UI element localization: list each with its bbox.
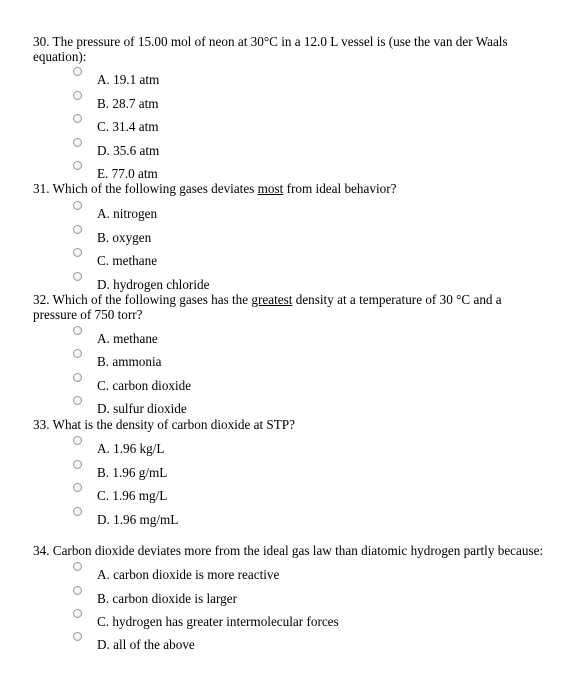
- option-label: C. methane: [97, 253, 158, 268]
- q30-option-b[interactable]: [73, 91, 553, 115]
- radio-button-icon[interactable]: [73, 373, 82, 382]
- radio-button-icon[interactable]: [73, 436, 82, 445]
- radio-button-icon[interactable]: [73, 161, 82, 170]
- question-33-text: 33. What is the density of carbon dioxide at STP?: [33, 417, 295, 432]
- option-label: B. 28.7 atm: [97, 96, 159, 111]
- option-label: A. 1.96 kg/L: [97, 441, 165, 456]
- radio-button-icon[interactable]: [73, 138, 82, 147]
- option-label: C. 31.4 atm: [97, 119, 159, 134]
- radio-button-icon[interactable]: [73, 349, 82, 358]
- q33-option-b[interactable]: [73, 460, 553, 484]
- option-label: D. sulfur dioxide: [97, 401, 187, 416]
- radio-button-icon[interactable]: [73, 460, 82, 469]
- q31-option-a[interactable]: [73, 201, 553, 225]
- radio-button-icon[interactable]: [73, 248, 82, 257]
- question-30-text-cont: equation):: [33, 49, 87, 64]
- q30-option-a[interactable]: [73, 67, 553, 91]
- q30-option-c[interactable]: [73, 114, 553, 138]
- option-label: D. hydrogen chloride: [97, 277, 210, 292]
- option-label: C. 1.96 mg/L: [97, 488, 168, 503]
- option-label: D. 35.6 atm: [97, 143, 160, 158]
- radio-button-icon[interactable]: [73, 632, 82, 641]
- radio-button-icon[interactable]: [73, 114, 82, 123]
- radio-button-icon[interactable]: [73, 507, 82, 516]
- q34-option-b[interactable]: [73, 586, 553, 610]
- q33-option-d[interactable]: [73, 507, 553, 531]
- q34-option-c[interactable]: [73, 609, 553, 633]
- radio-button-icon[interactable]: [73, 396, 82, 405]
- q30-option-d[interactable]: [73, 138, 553, 162]
- radio-button-icon[interactable]: [73, 225, 82, 234]
- radio-button-icon[interactable]: [73, 91, 82, 100]
- option-label: B. carbon dioxide is larger: [97, 591, 238, 606]
- option-label: B. oxygen: [97, 230, 152, 245]
- option-label: D. all of the above: [97, 637, 195, 652]
- option-label: A. carbon dioxide is more reactive: [97, 567, 280, 582]
- option-label: E. 77.0 atm: [97, 166, 158, 181]
- radio-button-icon[interactable]: [73, 67, 82, 76]
- q34-option-d[interactable]: [73, 632, 553, 656]
- radio-button-icon[interactable]: [73, 609, 82, 618]
- option-label: C. carbon dioxide: [97, 378, 192, 393]
- q33-option-a[interactable]: [73, 436, 553, 460]
- option-label: A. 19.1 atm: [97, 72, 160, 87]
- radio-button-icon[interactable]: [73, 586, 82, 595]
- q33-option-c[interactable]: [73, 483, 553, 507]
- radio-button-icon[interactable]: [73, 483, 82, 492]
- q32-option-c[interactable]: [73, 373, 553, 397]
- radio-button-icon[interactable]: [73, 326, 82, 335]
- option-label: B. 1.96 g/mL: [97, 465, 168, 480]
- radio-button-icon[interactable]: [73, 272, 82, 281]
- question-32-text-cont: pressure of 750 torr?: [33, 307, 143, 322]
- option-label: A. methane: [97, 331, 158, 346]
- question-31-text: 31. Which of the following gases deviates most from ideal behavior?: [33, 181, 397, 196]
- question-34-text: 34. Carbon dioxide deviates more from the ideal gas law than diatomic hydrogen partly because:: [33, 543, 544, 558]
- option-label: B. ammonia: [97, 354, 162, 369]
- radio-button-icon[interactable]: [73, 201, 82, 210]
- option-label: C. hydrogen has greater intermolecular forces: [97, 614, 339, 629]
- q34-option-a[interactable]: [73, 562, 553, 586]
- question-32-text: 32. Which of the following gases has the greatest density at a temperature of 30 °C and a: [33, 292, 502, 307]
- q32-option-a[interactable]: [73, 326, 553, 350]
- option-label: A. nitrogen: [97, 206, 158, 221]
- q31-option-b[interactable]: [73, 225, 553, 249]
- option-label: D. 1.96 mg/mL: [97, 512, 179, 527]
- q32-option-b[interactable]: [73, 349, 553, 373]
- question-30-text: 30. The pressure of 15.00 mol of neon at 30°C in a 12.0 L vessel is (use the van der Waals: [33, 34, 508, 49]
- radio-button-icon[interactable]: [73, 562, 82, 571]
- q31-option-c[interactable]: [73, 248, 553, 272]
